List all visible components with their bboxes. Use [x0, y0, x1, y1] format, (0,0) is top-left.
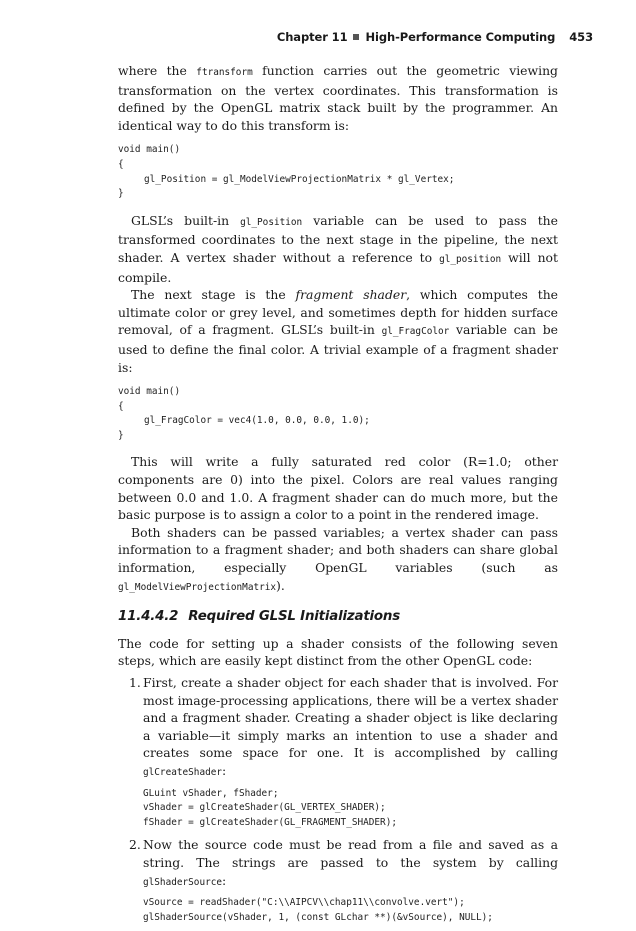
- paragraph: where the ftransform function carries out the geometric viewing transformation on the vertex coordinates. This transformation is defined by the OpenGL matrix stack built by the programmer. An identical way to do this transform is:: [118, 63, 558, 133]
- list-item: 2. Now the source code must be read from a file and saved as a string. The strings are passed to the system by calling glShaderSource: vSource = readShader("C:\\AIPCV\\chap11\\convolve.vert"); glShaderSource(vShader, 1, (const GLchar **)(&vSource), NULL);: [118, 836, 558, 925]
- code-block: vSource = readShader("C:\\AIPCV\\chap11\\convolve.vert"); glShaderSource(vShader, 1, (const GLchar **)(&vSource), NULL);: [143, 897, 493, 923]
- inline-code: ftransform: [196, 67, 253, 78]
- inline-code: glCreateShader: [143, 766, 223, 778]
- code-block: void main() { gl_Position = gl_ModelViewProjectionMatrix * gl_Vertex; }: [118, 144, 455, 200]
- inline-code: gl_Position: [240, 216, 303, 228]
- chapter-label: Chapter 11: [276, 30, 348, 44]
- inline-code: gl_position: [439, 253, 502, 265]
- list-item: 1. First, create a shader object for each shader that is involved. For most image-processing applications, there will be a vertex shader and a fragment shader. Creating a shader object is like declaring a variable—it simply marks an intention to use a shader and creates some space for one. It is accomplished by calling glCreateShader: GLuint vShader, fShader; vShader = glCreateShader(GL_VERTEX_SHADER); fShader = glCreateShader(GL_FRAGMENT_SHADER);: [118, 674, 558, 830]
- code-block: void main() { gl_FragColor = vec4(1.0, 0.0, 0.0, 1.0); }: [118, 386, 370, 441]
- code-block: GLuint vShader, fShader; vShader = glCreateShader(GL_VERTEX_SHADER); fShader = glCreateShader(GL_FRAGMENT_SHADER);: [143, 787, 397, 828]
- inline-code: gl_ModelViewProjectionMatrix: [118, 581, 277, 593]
- paragraph: The next stage is the fragment shader, which computes the ultimate color or grey level, and sometimes depth for hidden surface removal, of a fragment. GLSL’s built-in gl_FragColor variable can be used to define the final color. A trivial example of a fragment shader is:: [118, 287, 559, 375]
- inline-code: gl_FragColor: [381, 326, 450, 338]
- paragraph: GLSL’s built-in gl_Position variable can be used to pass the transformed coordinates to the next stage in the pipeline, the next shader. A vertex shader without a reference to gl_position will not compile.: [118, 212, 558, 285]
- paragraph: The code for setting up a shader consists of the following seven steps, which are easily kept distinct from the other OpenGL code:: [118, 635, 558, 669]
- section-heading: 11.4.4.2 Required GLSL Initializations: [118, 609, 401, 625]
- inline-code: glShaderSource: [143, 876, 223, 888]
- page-body: [118, 62, 558, 931]
- running-header: [0, 30, 593, 44]
- separator-square-icon: [353, 34, 359, 40]
- chapter-title: High-Performance Computing: [365, 30, 556, 44]
- page-number: 453: [569, 30, 593, 44]
- paragraph: This will write a fully saturated red color (R=1.0; other components are 0) into the pixel. Colors are real values ranging between 0.0 and 1.0. A fragment shader can do much more, but the basic purpose is to assign a color to a point in the rendered image.: [118, 454, 558, 523]
- paragraph: Both shaders can be passed variables; a vertex shader can pass information to a fragment shader; and both shaders can share global information, especially OpenGL variables (such as gl_ModelViewProjectionMatrix).: [118, 524, 558, 593]
- emphasis: fragment shader: [295, 287, 407, 303]
